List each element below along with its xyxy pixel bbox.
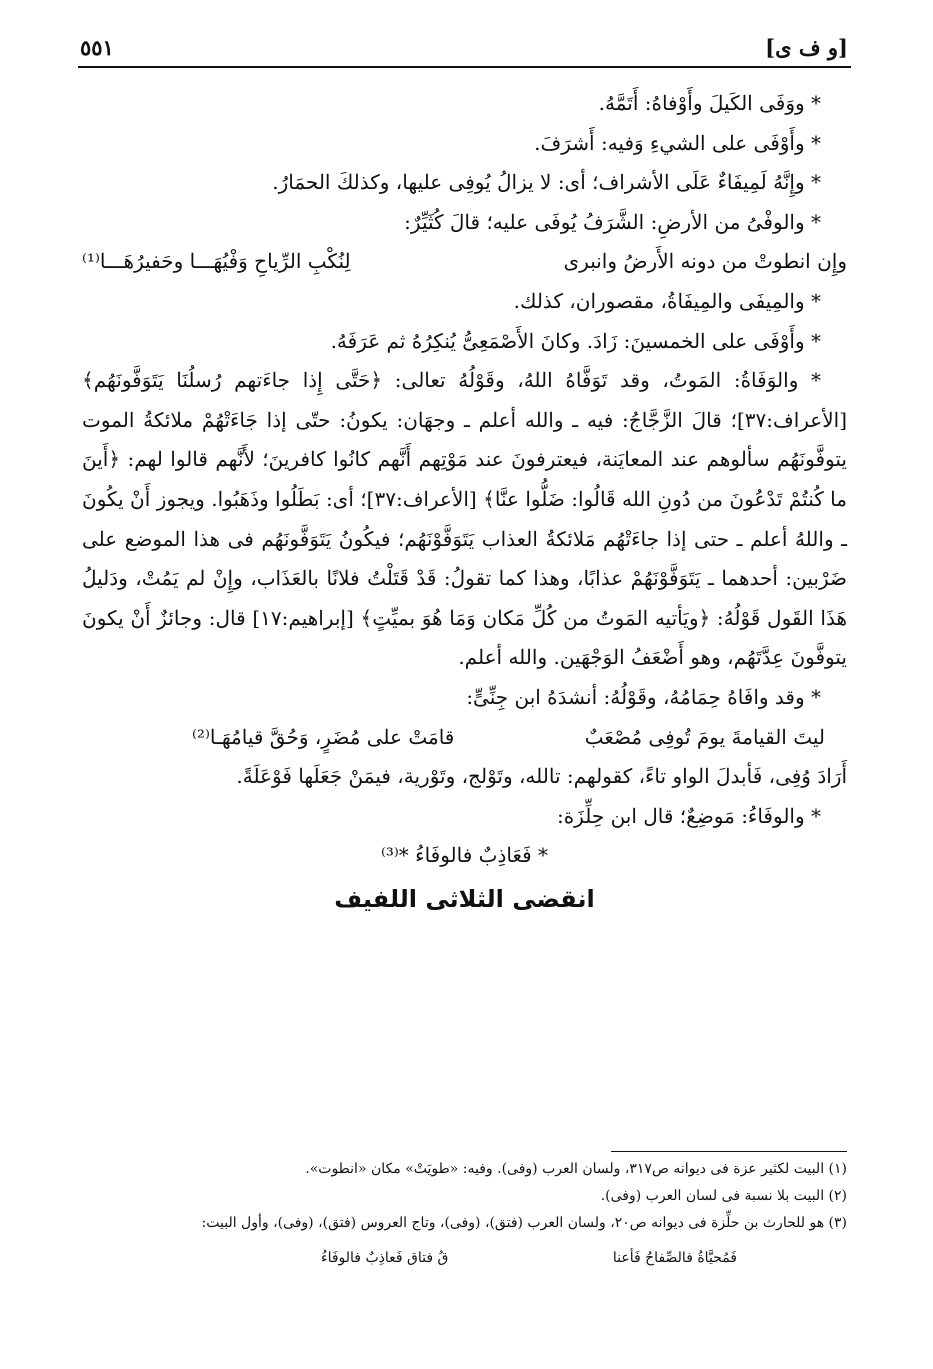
footnote-rule bbox=[611, 1151, 847, 1152]
entry-paragraph: * وإِنَّهُ لَمِيفَاءٌ عَلَى الأشراف؛ أى: لا يزالُ يُوفِى عليها، وكذلكَ الحمَارُ. bbox=[272, 170, 821, 195]
verse-hemistich-second: لِنُكْبِ الرِّياحِ وَفْيُهَـــا وحَفيرُهَـــا⁽¹⁾ bbox=[82, 249, 351, 274]
entry-paragraph: * والوفْىُ من الأرضِ: الشَّرَفُ يُوفَى عليه؛ قالَ كُثَيِّرٌ: bbox=[404, 209, 821, 234]
page-header bbox=[80, 30, 848, 64]
entry-paragraph: * وأَوْفَى على الشيءِ وَفيه: أَشرَفَ. bbox=[534, 130, 821, 155]
entry-paragraph: * والوفَاءُ: مَوضِعٌ؛ قال ابن حِلِّزَة: bbox=[556, 803, 821, 828]
footnote-verse bbox=[86, 1245, 847, 1272]
entry-paragraph: * وقد وافَاهُ حِمَامُهُ، وقَوْلُهُ: أنشدَهُ ابن جِنِّىٍّ: bbox=[466, 684, 821, 709]
page-number: ٥٥١ bbox=[80, 34, 114, 60]
footnote-verse-first: فَمُحيَّاةُ فالصِّفاحُ فَأعنا bbox=[612, 1250, 737, 1266]
footnote: (٣) هو للحارث بن حلِّزة فى ديوانه ص٢٠، ولسان العرب (فتق)، (وفى)، وتاج العروس (فتق)، (وفى)، وأول البيت: bbox=[201, 1215, 847, 1231]
entry-paragraph: * والمِيفَى والمِيفَاةُ، مقصوران، كذلك. bbox=[513, 288, 821, 313]
footnotes bbox=[86, 1156, 847, 1272]
entry-paragraph: أَرَادَ وُفِى، فَأبدلَ الواو تاءً، كقولهم: تالله، وتَوْلج، وتَوْرية، فيمَنْ جَعَلَها فَوْعَلَةً. bbox=[236, 764, 847, 789]
verse-fragment: * فَعَاذِبٌ فالوفَاءُ *⁽³⁾ bbox=[380, 843, 549, 868]
footnote: (١) البيت لكثير عزة فى ديوانه ص٣١٧، ولسان العرب (وفى). وفيه: «طويَتْ» مكان «انطوت». bbox=[305, 1161, 847, 1177]
root-label: [و ف ى] bbox=[765, 34, 848, 60]
footnote-verse-second: قُ فتاق فَعاذِبٌ فالوفَاءُ bbox=[321, 1250, 449, 1266]
entry-paragraph: * ووَفَى الكَيلَ وأَوْفاهُ: أَتَمَّهُ. bbox=[598, 91, 821, 115]
entry-body bbox=[82, 84, 847, 919]
verse-hemistich-first: وإِن انطوتْ من دونه الأَرضُ وانبرى bbox=[563, 249, 847, 274]
header-rule bbox=[78, 66, 851, 68]
chapter-closing-heading: انقضى الثلاثى اللفيف bbox=[334, 884, 595, 913]
poem-verse bbox=[82, 242, 847, 282]
verse-hemistich-second: قامَتْ على مُضَرٍ، وَحُقَّ قيامُهَـا⁽²⁾ bbox=[192, 724, 455, 749]
entry-paragraph: * والوَفَاةُ: المَوتُ، وقد تَوَفَّاهُ اللهُ، وقَوْلُهُ تعالى: ﴿حَتَّى إِذا جاءَتهم رُسلُنَا يَتَوَفَّونَهُم﴾ [الأعراف:٣٧]؛ قالَ الزَّجَّاجُ: فيه ـ والله أعلم ـ وجهَان: يكونُ: حتّى إذا جَاءَتْهُمْ ملائكةُ الموت يتوفَّونَهُم سألوهم عند المعايَنة، فيعترفونَ عند مَوْتِهم أَنَّهم كانُوا كافرينَ؛ لأَنَّهم قالوا لهم: ﴿أَينَ ما كُنتُمْ تَدْعُونَ من دُونِ الله قَالُوا: ضَلُّوا عنَّا﴾ [الأعراف:٣٧]؛ أى: بَطَلُوا وذَهَبُوا. ويجوز أَنْ يكُونَ ـ واللهُ أعلم ـ حتى إذا جاءَتْهُم مَلائكةُ العذاب يَتَوَفَّوْنَهُم؛ فيكُونُ يَتَوَفَّونَهُم فى هذا الموضع على ضَرْبين: أحدهما ـ يَتَوَفَّوْنَهُمْ عذابًا، وهذا كما تقولُ: قَدْ قَتَلْتُ فلانًا بالعَذَاب، وإِنْ لم يَمُتْ، ودَليلُ هَذَا القَول قَوْلُهُ: ﴿ويَأتيه المَوتُ من كُلِّ مَكان وَمَا هُوَ بميِّتٍ﴾ [إبراهيم:١٧] قال: وجائزٌ أَنْ يكونَ يتوفَّونَ عِدَّتَهُم، وهو أَضْعَفُ الوَجْهَين. والله أعلم. bbox=[82, 368, 847, 670]
verse-hemistich-first: ليتَ القيامةَ يومَ تُوفِى مُصْعَبٌ bbox=[584, 724, 825, 749]
footnote: (٢) البيت بلا نسبة فى لسان العرب (وفى). bbox=[600, 1188, 847, 1204]
poem-verse bbox=[82, 718, 847, 758]
entry-paragraph: * وأَوْفَى على الخمسينَ: زَادَ. وكانَ الأَصْمَعِىُّ يُنكِرُهُ ثم عَرَفَهُ. bbox=[330, 328, 821, 353]
